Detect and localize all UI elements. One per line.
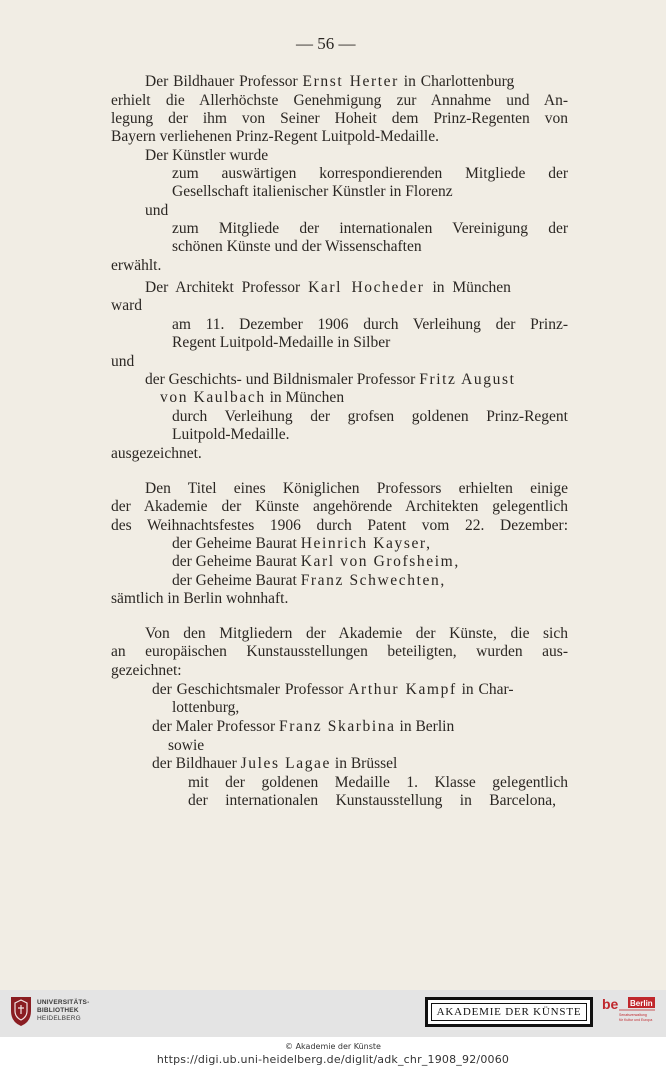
copyright-notice: © Akademie der Künste <box>285 1042 381 1051</box>
person-name: Franz Schwechten, <box>300 572 446 589</box>
person-name: Karl von Grofsheim, <box>300 553 460 570</box>
text-line: mit der goldenen Medaille 1. Klasse gelegentlich <box>188 774 568 791</box>
berlin-logo-word: Berlin <box>630 999 653 1008</box>
person-name: Heinrich Kayser, <box>300 535 432 552</box>
text-line: am 11. Dezember 1906 durch Verleihung der Prinz- <box>172 316 568 333</box>
berlin-logo[interactable] <box>601 994 657 1028</box>
text-line: der Akademie der Künste angehörende Architekten gelegentlich <box>111 498 568 515</box>
text-line: an europäischen Kunstausstellungen beteiligten, wurden aus- <box>111 643 568 660</box>
text-line: Gesellschaft italienischer Künstler in Florenz <box>172 183 453 200</box>
text-line: Luitpold-Medaille. <box>172 426 290 443</box>
page-number: — 56 — <box>296 34 356 53</box>
text-line: erhielt die Allerhöchste Genehmigung zur Annahme und An- <box>111 92 568 109</box>
text-line: zum Mitgliede der internationalen Vereinigung der <box>172 220 568 237</box>
source-url[interactable]: https://digi.ub.uni-heidelberg.de/diglit/adk_chr_1908_92/0060 <box>156 1053 510 1066</box>
text-line: der Geschichts- und Bildnismaler Professor Fritz August <box>145 371 516 388</box>
text-line: ausgezeichnet. <box>111 445 202 462</box>
person-name: Fritz August <box>419 371 516 388</box>
text-line: sowie <box>168 737 205 754</box>
text-line: der Geschichtsmaler Professor Arthur Kampf in Char- <box>152 681 514 698</box>
text-line: von Kaulbach in München <box>160 389 345 406</box>
text-line: des Weihnachtsfestes 1906 durch Patent vom 22. Dezember: <box>111 517 568 534</box>
text-line: lottenburg, <box>172 699 240 716</box>
university-name-line: BIBLIOTHEK <box>37 1007 79 1014</box>
person-name: Ernst Herter <box>302 73 399 90</box>
text-line: schönen Künste und der Wissenschaften <box>172 238 422 255</box>
text-line: Der Architekt Professor Karl Hocheder in München <box>145 279 511 296</box>
text-line: der Geheime Baurat Heinrich Kayser, <box>172 535 432 552</box>
person-name: Karl Hocheder <box>308 279 425 296</box>
university-seal-icon <box>8 994 34 1028</box>
text-line: der Geheime Baurat Franz Schwechten, <box>172 572 446 589</box>
adk-logo[interactable] <box>425 997 593 1027</box>
text-line: ward <box>111 297 142 314</box>
person-name: Arthur Kampf <box>348 681 457 698</box>
person-name: Jules Lagae <box>240 755 332 772</box>
text-line: und <box>111 353 135 370</box>
text-line: Der Bildhauer Professor Ernst Herter in Charlottenburg <box>145 73 515 90</box>
text-line: legung der ihm von Seiner Hoheit dem Prinz-Regenten von <box>111 110 568 127</box>
text-line: Der Künstler wurde <box>145 147 269 164</box>
text-line: erwählt. <box>111 257 162 274</box>
berlin-logo-be: be <box>602 996 619 1012</box>
berlin-logo-subtitle: für Kultur und Europa <box>619 1018 653 1022</box>
person-name: von Kaulbach <box>160 389 266 406</box>
text-line: der Maler Professor Franz Skarbina in Berlin <box>152 718 455 735</box>
text-line: Von den Mitgliedern der Akademie der Künste, die sich <box>145 625 568 642</box>
adk-logo-label: AKADEMIE DER KÜNSTE <box>431 1003 587 1021</box>
text-line: der internationalen Kunstausstellung in Barcelona, <box>188 792 556 809</box>
person-name: Franz Skarbina <box>278 718 396 735</box>
text-line: Regent Luitpold-Medaille in Silber <box>172 334 391 351</box>
text-line: und <box>145 202 169 219</box>
university-name-line: UNIVERSITÄTS- <box>37 999 90 1006</box>
text-line: durch Verleihung der grofsen goldenen Prinz-Regent <box>172 408 568 425</box>
text-line: Den Titel eines Königlichen Professors erhielten einige <box>145 480 568 497</box>
text-line: zum auswärtigen korrespondierenden Mitgliede der <box>172 165 568 182</box>
text-line: sämtlich in Berlin wohnhaft. <box>111 590 289 607</box>
university-name-line: HEIDELBERG <box>37 1015 81 1022</box>
text-line: Bayern verliehenen Prinz-Regent Luitpold-Medaille. <box>111 128 439 145</box>
berlin-logo-subtitle: Senatsverwaltung <box>619 1013 647 1017</box>
text-line: der Bildhauer Jules Lagae in Brüssel <box>152 755 398 772</box>
text-line: der Geheime Baurat Karl von Grofsheim, <box>172 553 460 570</box>
text-line: gezeichnet: <box>111 662 182 679</box>
